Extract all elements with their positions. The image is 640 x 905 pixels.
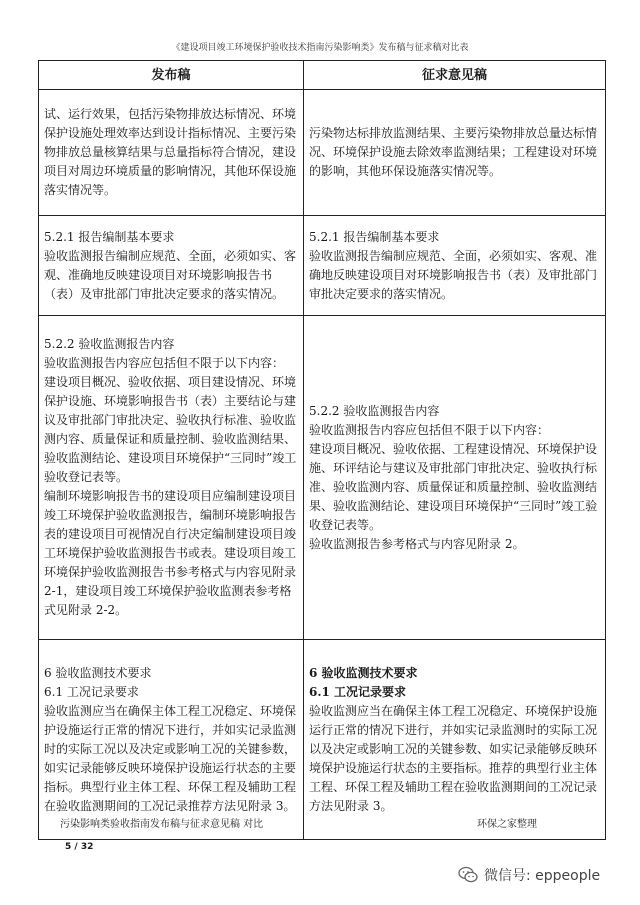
footer-credit: 环保之家整理 <box>477 819 537 830</box>
published-cell <box>39 640 304 840</box>
column-header-published: 发布稿 <box>39 61 304 90</box>
cell-paragraph: 5.2.1 报告编制基本要求 <box>44 229 175 244</box>
table-row <box>39 316 606 640</box>
page-number: 5 / 32 <box>65 842 94 852</box>
cell-paragraph: 编制环境影响报告书的建设项目应编制建设项目竣工环境保护验收监测报告，编制环境影响报告表的建设项目可视情况自行决定编制建设项目竣工环境保护验收监测报告书或表。建设项目竣工环境保护验收监测报告书参考格式与内容见附录 2-1，建设项目竣工环境保护验收监测表参考格式见附录 2-2。 <box>44 489 297 617</box>
cell-paragraph: 6.1 工况记录要求 <box>44 684 139 699</box>
published-cell <box>39 90 304 216</box>
wechat-icon <box>458 866 478 884</box>
cell-paragraph: 建设项目概况、验收依据、项目建设情况、环境保护设施、环境影响报告书（表）主要结论与建议及审批部门审批决定、验收执行标准、验收监测内容、质量保证和质量控制、验收监测结果、验收监测结论、建设项目环境保护“三同时”竣工验收登记表等。 <box>44 375 297 484</box>
cell-paragraph: 验收监测报告内容应包括但不限于以下内容： <box>309 422 550 437</box>
cell-paragraph: 试、运行效果，包括污染物排放达标情况、环境保护设施处理效率达到设计指标情况、主要污染物排放总量核算结果与总量指标符合情况，建设项目对周边环境质量的影响情况，其他环保设施落实情况等。 <box>44 107 297 197</box>
watermark <box>458 865 600 885</box>
table-row <box>39 90 606 216</box>
draft-cell <box>304 640 606 840</box>
cell-paragraph: 验收监测报告编制应规范、全面，必须如实、客观、准确地反映建设项目对环境影响报告书（表）及审批部门审批决定要求的落实情况。 <box>309 248 598 301</box>
cell-paragraph: 验收监测报告编制应规范、全面，必须如实、客观、准确地反映建设项目对环境影响报告书（表）及审批部门审批决定要求的落实情况。 <box>44 248 297 301</box>
column-header-draft: 征求意见稿 <box>304 61 606 90</box>
published-cell <box>39 316 304 640</box>
cell-paragraph: 6.1 工况记录要求 <box>309 684 407 699</box>
table-row <box>39 640 606 840</box>
published-cell <box>39 216 304 316</box>
cell-paragraph: 5.2.2 验收监测报告内容 <box>309 403 440 418</box>
draft-cell <box>304 90 606 216</box>
watermark-label: 微信号: eppeople <box>484 868 601 884</box>
cell-paragraph: 5.2.1 报告编制基本要求 <box>309 229 440 244</box>
cell-paragraph: 5.2.2 验收监测报告内容 <box>44 337 175 351</box>
cell-paragraph: 验收监测报告参考格式与内容见附录 2。 <box>309 536 525 551</box>
table-header-row <box>39 61 606 90</box>
draft-cell <box>304 316 606 640</box>
cell-paragraph: 6 验收监测技术要求 <box>309 665 418 680</box>
comparison-table <box>38 60 606 840</box>
cell-paragraph: 验收监测应当在确保主体工程工况稳定、环境保护设施运行正常的情况下进行，并如实记录监测时的实际工况以及决定或影响工况的关键参数，如实记录能够反映环境保护设施运行状态的主要指标。典型行业主体工程、环保工程及辅助工程在验收监测期间的工况记录推荐方法见附录 3。 <box>44 703 297 813</box>
cell-paragraph: 验收监测报告内容应包括但不限于以下内容： <box>44 356 285 370</box>
draft-cell <box>304 216 606 316</box>
footer-title: 污染影响类验收指南发布稿与征求意见稿 对比 <box>60 819 264 830</box>
cell-paragraph: 6 验收监测技术要求 <box>44 665 152 680</box>
running-header: 《建设项目竣工环境保护验收技术指南污染影响类》发布稿与征求稿对比表 <box>171 43 469 53</box>
cell-paragraph: 污染物达标排放监测结果、主要污染物排放总量达标情况、环境保护设施去除效率监测结果；工程建设对环境的影响，其他环保设施落实情况等。 <box>309 126 598 178</box>
cell-paragraph: 建设项目概况、验收依据、工程建设情况、环境保护设施、环评结论与建议及审批部门审批决定、验收执行标准、验收监测内容、质量保证和质量控制、验收监测结果、验收监测结论、建设项目环境保护“三同时”竣工验收登记表等。 <box>309 441 598 532</box>
table-row <box>39 216 606 316</box>
cell-paragraph: 验收监测应当在确保主体工程工况稳定、环境保护设施运行正常的情况下进行，并如实记录监测时的实际工况以及决定或影响工况的关键参数、如实记录能够反映环境保护设施运行状态的主要指标。推荐的典型行业主体工程、环保工程及辅助工程在验收监测期间的工况记录方法见附录 3。 <box>309 703 598 813</box>
